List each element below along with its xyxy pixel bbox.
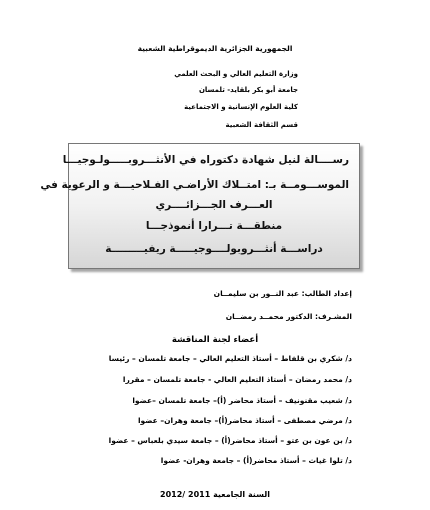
- committee-member: د/ شعيب مقنونيف – أستاذ محاضر (أ)– جامعة تلمسان –عضوا: [132, 396, 352, 405]
- country-name: الجمهورية الجزائرية الديموقراطية الشعبية: [137, 44, 293, 53]
- university-name: جامعة أبو بكر بلقايد- تلمسان: [198, 86, 298, 94]
- supervisor-line: المشـرف: الدكتور محمــد رمضــان: [225, 312, 352, 321]
- committee-title: أعضاء لجنة المناقشة: [171, 335, 259, 345]
- title-line-4: منطقـــة تـــرارا أنموذجـــا: [145, 220, 283, 232]
- title-line-3: العـــرف الجـــزائــــري: [155, 199, 273, 211]
- author-line: إعداد الطالب: عبد النــور بن سليمــان: [213, 289, 352, 298]
- title-line-2: الموســـومــة بـ: امتــلاك الأراضـي الفـلاحيـــة و الرعوية في: [40, 179, 349, 191]
- ministry-name: وزارة التعليم العالي و البحث العلمي: [174, 70, 298, 78]
- committee-member: د/ تلوا غياث – أستاذ محاضر(أ) – جامعة وهران- عضوا: [160, 456, 352, 465]
- title-line-1: رســــالة لنيل شهادة دكتوراه في الأنثـــروبـــــولـوجيـــا: [62, 154, 349, 166]
- thesis-title-box: [40, 143, 360, 269]
- committee-member: د/ بن عون بن عتو – أستاذ محاضر(أ) – جامعة سيدي بلعباس – عضوا: [108, 436, 352, 445]
- committee-member: د/ شكري بن قلفاط – أستاذ التعليم العالي – جامعة تلمسان – رئيسا: [108, 354, 352, 363]
- committee-member: د/ محمد رمضان – أستاذ التعليم العالي - جامعة تلمسان – مقررا: [122, 375, 352, 384]
- department-name: قسم الثقافة الشعبية: [225, 121, 298, 129]
- faculty-name: كلية العلوم الإنسانية و الاجتماعية: [184, 103, 298, 111]
- title-line-5: دراســـة أنثـــروبولــــوجيـــــة ريفيـــــــــة: [105, 243, 323, 255]
- academic-year: السنة الجامعية 2011 /2012: [160, 490, 270, 499]
- committee-member: د/ مرضي مصطفى – أستاذ محاضر(أ)– جامعة وهران– عضوا: [137, 416, 352, 425]
